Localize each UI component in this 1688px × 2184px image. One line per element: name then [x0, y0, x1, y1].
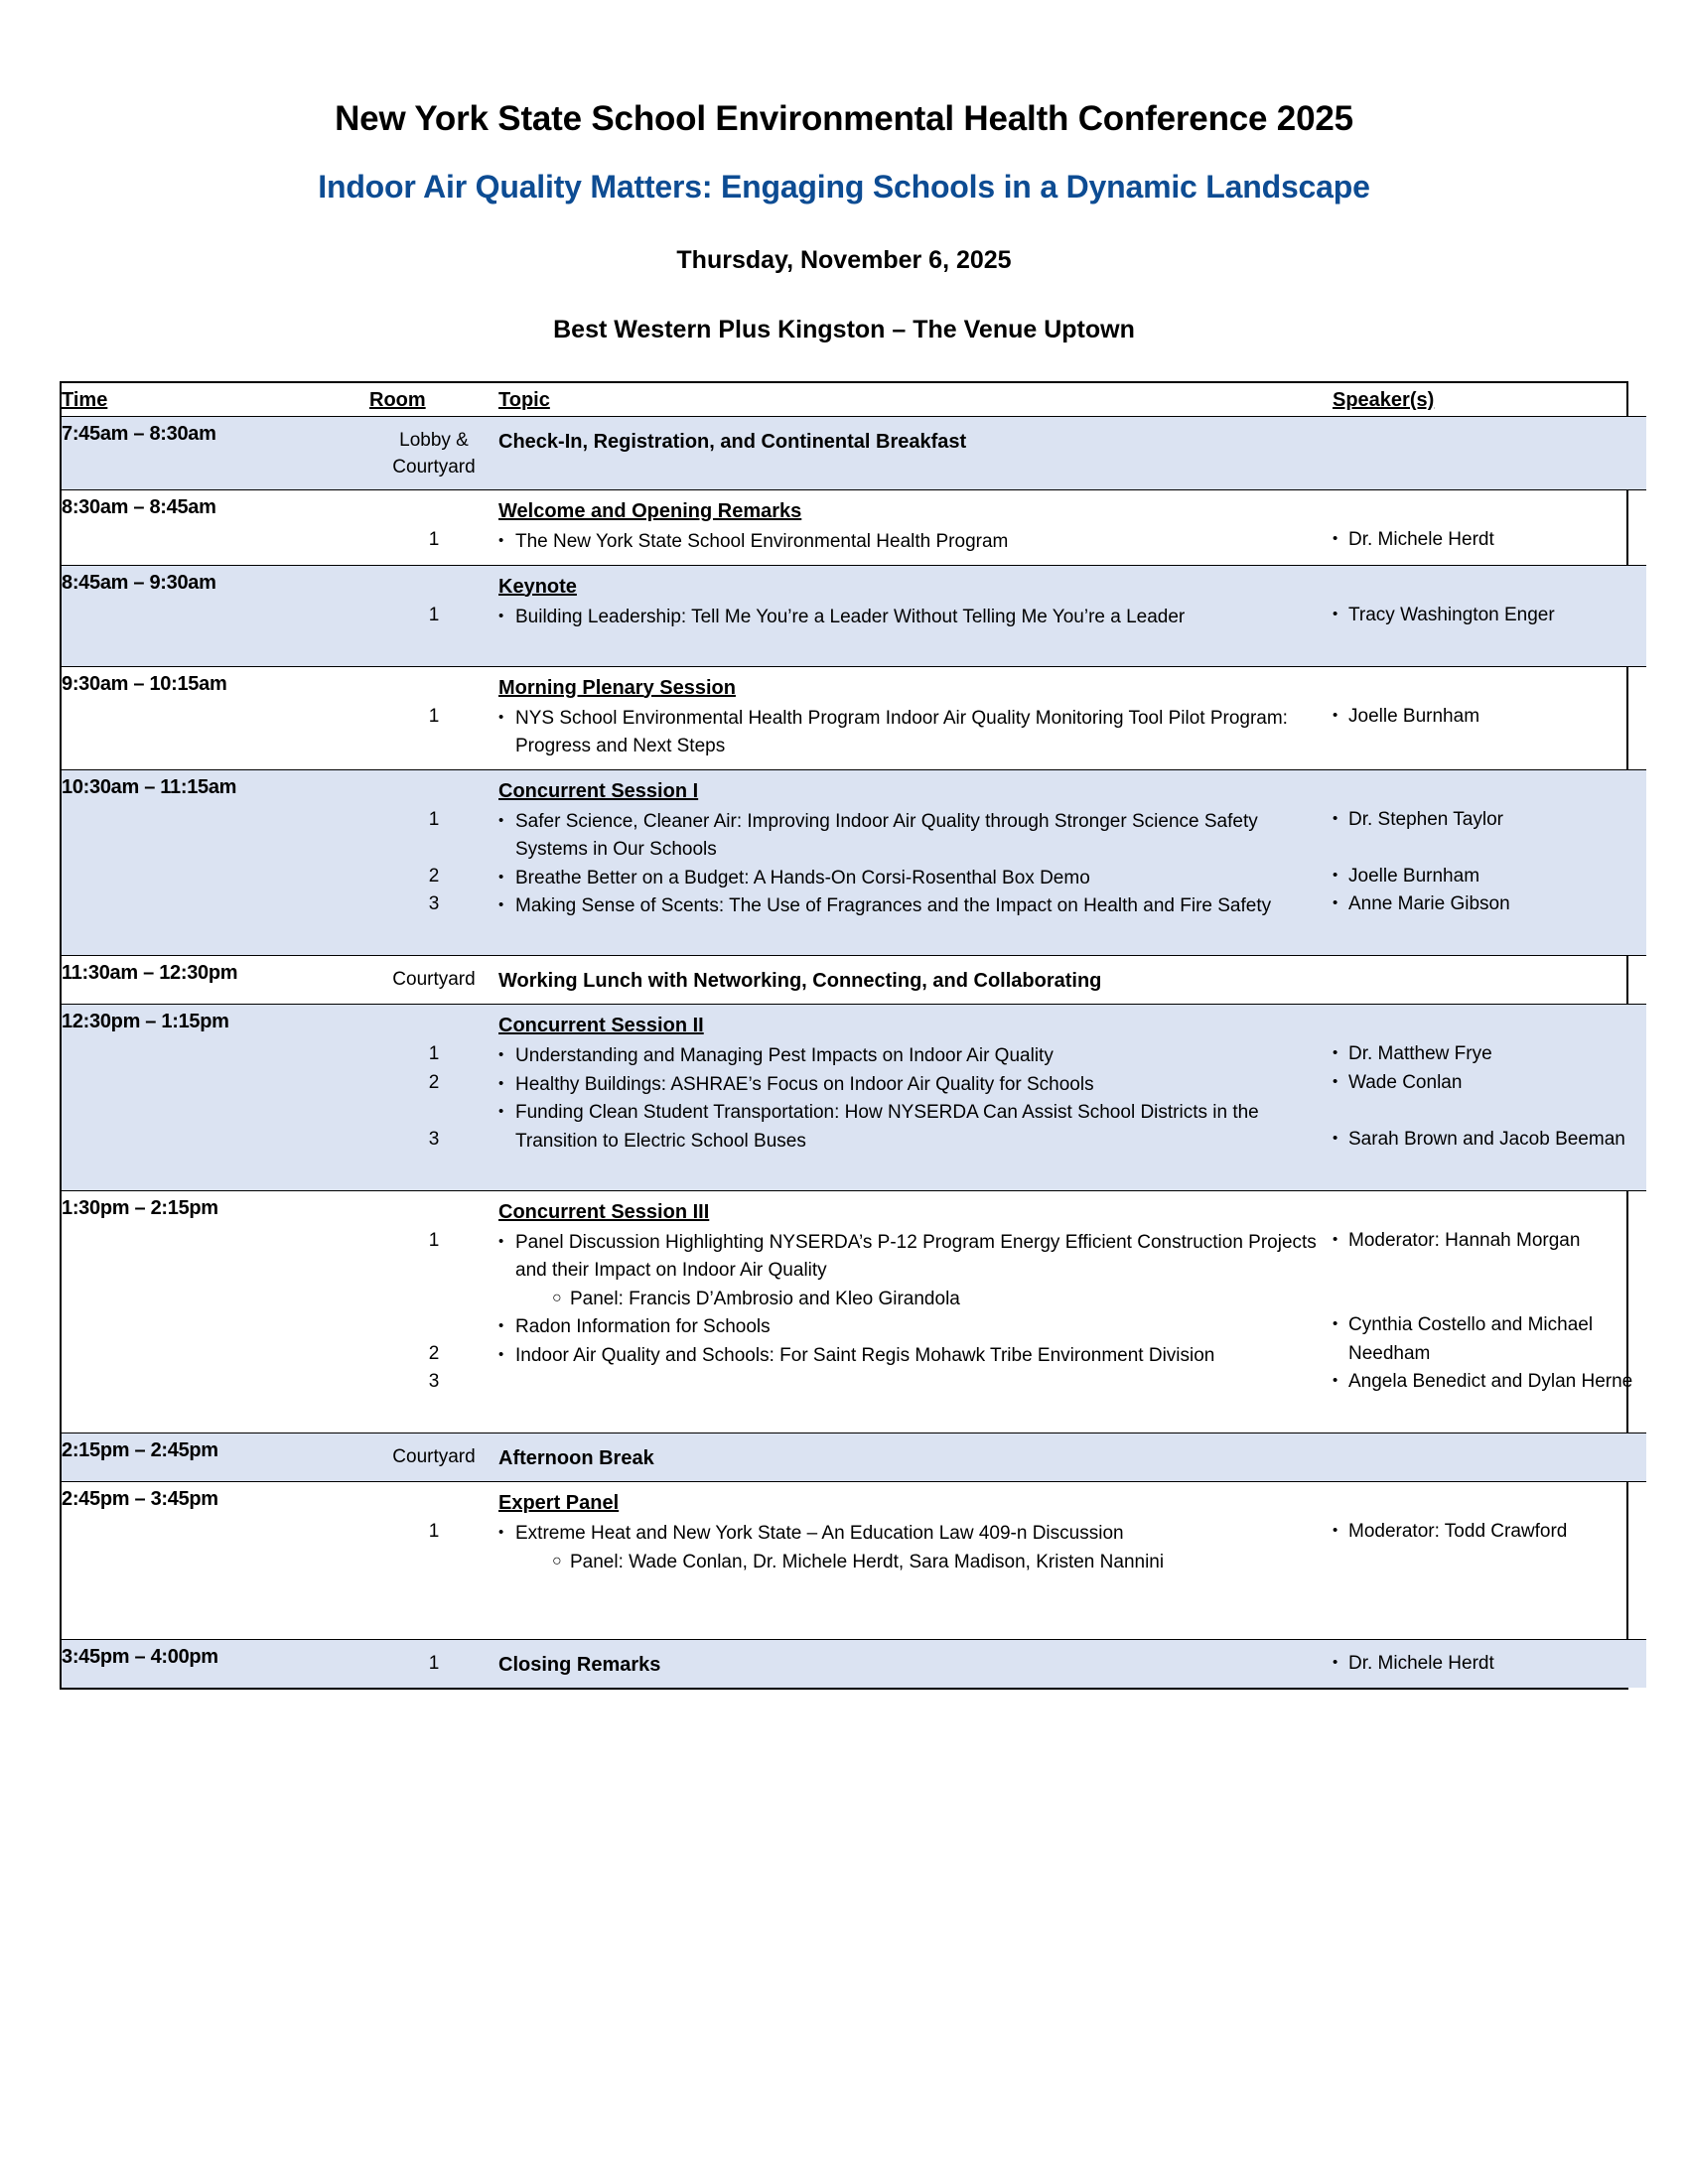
topic-item: [498, 1099, 1333, 1156]
cell-speakers: [1333, 666, 1646, 769]
bullet-icon: •: [1333, 530, 1338, 548]
cell-speakers: [1333, 565, 1646, 666]
topic-item: [498, 1071, 1333, 1100]
speaker-entry: [1333, 602, 1646, 630]
topic-item-text: The New York State School Environmental Health Program: [515, 531, 1009, 553]
cell-speakers: [1333, 1190, 1646, 1433]
room-label: Courtyard: [392, 969, 476, 991]
room-number: 2: [428, 1071, 440, 1093]
room-number: 1: [428, 1043, 440, 1065]
speaker-name: Dr. Matthew Frye: [1348, 1043, 1492, 1065]
speaker-entry: [1333, 1040, 1646, 1069]
cell-time: 1:30pm – 2:15pm: [62, 1190, 369, 1433]
column-header-topic: Topic: [498, 383, 1333, 417]
cell-time: 2:45pm – 3:45pm: [62, 1482, 369, 1640]
topic-heading: Concurrent Session I: [498, 779, 699, 802]
cell-room: [369, 416, 498, 489]
topic-heading: Working Lunch with Networking, Connecting, and Collaborating: [498, 970, 1102, 993]
speaker-name: Sarah Brown and Jacob Beeman: [1348, 1128, 1625, 1150]
topic-subitem: [498, 1286, 1333, 1314]
bullet-icon: •: [1333, 605, 1338, 622]
room-number: 3: [428, 1128, 440, 1150]
topic-item: [498, 604, 1333, 632]
topic-item: [498, 705, 1333, 761]
speaker-name: Anne Marie Gibson: [1348, 893, 1510, 915]
room-number: 2: [428, 1342, 440, 1364]
room-number: 3: [428, 893, 440, 915]
speaker-name: Dr. Michele Herdt: [1348, 529, 1494, 551]
speaker-entry: [1333, 1227, 1646, 1256]
bullet-icon: •: [1333, 706, 1338, 724]
room-number: 2: [428, 865, 440, 887]
table-row: [62, 1005, 1646, 1191]
cell-room: [369, 1190, 498, 1433]
speaker-name: Angela Benedict and Dylan Herne: [1348, 1371, 1633, 1393]
speaker-entry: [1333, 1069, 1646, 1098]
table-row: [62, 490, 1646, 566]
speaker-entry: [1333, 1311, 1646, 1368]
page-title: New York State School Environmental Health Conference 2025: [335, 99, 1353, 138]
table-row: [62, 565, 1646, 666]
cell-speakers: [1333, 1640, 1646, 1689]
table-row: [62, 1190, 1646, 1433]
topic-heading: Morning Plenary Session: [498, 676, 736, 699]
cell-time: 2:15pm – 2:45pm: [62, 1433, 369, 1482]
cell-time: 9:30am – 10:15am: [62, 666, 369, 769]
table-row: [62, 1482, 1646, 1640]
room-number: 1: [428, 705, 440, 727]
bullet-icon: •: [1333, 1654, 1338, 1672]
bullet-icon: •: [1333, 1230, 1338, 1248]
agenda-table-container: [60, 381, 1633, 1690]
topic-item: [498, 1313, 1333, 1342]
room-label: Courtyard: [392, 1446, 476, 1468]
cell-time: 8:45am – 9:30am: [62, 565, 369, 666]
cell-room: [369, 1433, 498, 1482]
topic-item-text: Making Sense of Scents: The Use of Fragrances and the Impact on Health and Fire Safety: [515, 895, 1272, 917]
bullet-icon: •: [1333, 866, 1338, 884]
cell-topic: [498, 1190, 1333, 1433]
topic-item: [498, 1229, 1333, 1286]
speaker-entry: [1333, 1126, 1646, 1155]
cell-speakers: [1333, 1482, 1646, 1640]
topic-heading: Afternoon Break: [498, 1447, 654, 1470]
topic-item-text: Safer Science, Cleaner Air: Improving Indoor Air Quality through Stronger Science Safety Systems in Our Schools: [515, 810, 1258, 861]
bullet-icon: •: [1333, 1315, 1338, 1333]
cell-speakers: [1333, 416, 1646, 489]
cell-speakers: [1333, 490, 1646, 566]
bullet-icon: •: [498, 708, 504, 726]
table-row: [62, 416, 1646, 489]
bullet-icon: •: [498, 868, 504, 886]
cell-time: 3:45pm – 4:00pm: [62, 1640, 369, 1689]
bullet-icon: •: [1333, 1522, 1338, 1540]
table-header-row: [62, 383, 1646, 417]
cell-time: 12:30pm – 1:15pm: [62, 1005, 369, 1191]
column-header-time: Time: [62, 383, 369, 417]
topic-item-text: Breathe Better on a Budget: A Hands-On Corsi-Rosenthal Box Demo: [515, 867, 1090, 888]
bullet-icon: •: [498, 1103, 504, 1121]
speaker-name: Joelle Burnham: [1348, 705, 1480, 727]
cell-room: [369, 769, 498, 956]
speaker-entry: [1333, 806, 1646, 835]
bullet-icon: •: [498, 607, 504, 624]
topic-item-text: Building Leadership: Tell Me You’re a Leader Without Telling Me You’re a Leader: [515, 606, 1186, 627]
cell-topic: [498, 666, 1333, 769]
sub-bullet-icon: ○: [552, 1289, 562, 1306]
speaker-name: Wade Conlan: [1348, 1071, 1463, 1093]
topic-subitem-text: Panel: Francis D’Ambrosio and Kleo Girandola: [570, 1288, 960, 1309]
table-row: [62, 1640, 1646, 1689]
topic-item-text: Indoor Air Quality and Schools: For Saint Regis Mohawk Tribe Environment Division: [515, 1344, 1215, 1366]
cell-topic: [498, 1005, 1333, 1191]
cell-topic: [498, 416, 1333, 489]
topic-heading: Concurrent Session III: [498, 1200, 710, 1223]
cell-time: 11:30am – 12:30pm: [62, 956, 369, 1005]
conference-date: Thursday, November 6, 2025: [676, 246, 1012, 275]
room-number: 1: [428, 1521, 440, 1543]
topic-item: [498, 1342, 1333, 1371]
room-label: 1: [428, 1653, 440, 1675]
topic-item: [498, 528, 1333, 557]
topic-item: [498, 808, 1333, 865]
topic-item: [498, 892, 1333, 921]
topic-item: [498, 1042, 1333, 1071]
topic-item: [498, 865, 1333, 893]
cell-time: 8:30am – 8:45am: [62, 490, 369, 566]
bullet-icon: •: [1333, 894, 1338, 912]
topic-heading: Expert Panel: [498, 1492, 620, 1515]
cell-time: 10:30am – 11:15am: [62, 769, 369, 956]
topic-subitem-text: Panel: Wade Conlan, Dr. Michele Herdt, Sara Madison, Kristen Nannini: [570, 1551, 1165, 1572]
table-row: [62, 769, 1646, 956]
agenda-table-body: [62, 416, 1646, 1688]
bullet-icon: •: [498, 1074, 504, 1092]
cell-time: 7:45am – 8:30am: [62, 416, 369, 489]
room-number: 1: [428, 604, 440, 625]
cell-speakers: [1333, 769, 1646, 956]
cell-topic: [498, 565, 1333, 666]
column-header-speakers: Speaker(s): [1333, 383, 1646, 417]
speaker-entry: [1333, 703, 1646, 732]
room-number: 1: [428, 808, 440, 830]
speaker-entry: [1333, 890, 1646, 919]
bullet-icon: •: [498, 532, 504, 550]
speaker-name: Cynthia Costello and Michael Needham: [1348, 1314, 1594, 1364]
topic-item-text: Understanding and Managing Pest Impacts on Indoor Air Quality: [515, 1045, 1054, 1067]
cell-room: [369, 565, 498, 666]
cell-room: [369, 1640, 498, 1689]
speaker-entry: [1333, 1650, 1646, 1679]
topic-item-text: NYS School Environmental Health Program Indoor Air Quality Monitoring Tool Pilot Program: Progress and Next Steps: [515, 707, 1288, 757]
conference-venue: Best Western Plus Kingston – The Venue Uptown: [553, 316, 1135, 344]
topic-heading: Concurrent Session II: [498, 1015, 704, 1037]
cell-topic: [498, 1433, 1333, 1482]
cell-room: [369, 1482, 498, 1640]
cell-speakers: [1333, 1433, 1646, 1482]
topic-item-text: Radon Information for Schools: [515, 1316, 771, 1338]
speaker-name: Dr. Stephen Taylor: [1348, 808, 1503, 830]
speaker-name: Moderator: Todd Crawford: [1348, 1521, 1568, 1543]
room-label: Lobby & Courtyard: [392, 429, 476, 478]
speaker-name: Tracy Washington Enger: [1348, 604, 1555, 625]
bullet-icon: •: [498, 1345, 504, 1363]
cell-topic: [498, 1482, 1333, 1640]
cell-speakers: [1333, 1005, 1646, 1191]
room-number: 3: [428, 1371, 440, 1393]
speaker-entry: [1333, 526, 1646, 555]
topic-heading: Welcome and Opening Remarks: [498, 500, 802, 523]
cell-room: [369, 490, 498, 566]
cell-speakers: [1333, 956, 1646, 1005]
bullet-icon: •: [498, 1524, 504, 1542]
page-subtitle: Indoor Air Quality Matters: Engaging Schools in a Dynamic Landscape: [318, 169, 1370, 205]
bullet-icon: •: [1333, 1372, 1338, 1390]
sub-bullet-icon: ○: [552, 1552, 562, 1570]
bullet-icon: •: [498, 1232, 504, 1250]
topic-item-text: Healthy Buildings: ASHRAE’s Focus on Indoor Air Quality for Schools: [515, 1073, 1094, 1095]
column-header-room: Room: [369, 383, 498, 417]
speaker-name: Dr. Michele Herdt: [1348, 1653, 1494, 1675]
cell-topic: [498, 956, 1333, 1005]
speaker-entry: [1333, 1368, 1646, 1397]
table-row: [62, 666, 1646, 769]
speaker-entry: [1333, 1518, 1646, 1547]
topic-item-text: Extreme Heat and New York State – An Education Law 409-n Discussion: [515, 1523, 1124, 1545]
bullet-icon: •: [1333, 809, 1338, 827]
bullet-icon: •: [498, 1317, 504, 1335]
bullet-icon: •: [498, 811, 504, 829]
cell-room: [369, 956, 498, 1005]
table-row: [62, 1433, 1646, 1482]
topic-item: [498, 1520, 1333, 1549]
bullet-icon: •: [1333, 1129, 1338, 1147]
speaker-name: Joelle Burnham: [1348, 865, 1480, 887]
bullet-icon: •: [1333, 1044, 1338, 1062]
speaker-entry: [1333, 863, 1646, 891]
room-number: 1: [428, 529, 440, 551]
cell-room: [369, 1005, 498, 1191]
topic-item-text: Funding Clean Student Transportation: How NYSERDA Can Assist School Districts in the Transition to Electric School Buses: [515, 1102, 1259, 1152]
agenda-table: [62, 383, 1646, 1688]
table-row: [62, 956, 1646, 1005]
cell-room: [369, 666, 498, 769]
cell-topic: [498, 1640, 1333, 1689]
cell-topic: [498, 490, 1333, 566]
bullet-icon: •: [498, 896, 504, 914]
speaker-name: Moderator: Hannah Morgan: [1348, 1229, 1581, 1251]
topic-heading: Keynote: [498, 575, 577, 598]
room-number: 1: [428, 1229, 440, 1251]
bullet-icon: •: [1333, 1072, 1338, 1090]
topic-subitem: [498, 1549, 1333, 1577]
cell-topic: [498, 769, 1333, 956]
topic-heading: Check-In, Registration, and Continental Breakfast: [498, 430, 967, 453]
topic-heading: Closing Remarks: [498, 1654, 661, 1677]
topic-item-text: Panel Discussion Highlighting NYSERDA’s P-12 Program Energy Efficient Construction Projects and their Impact on Indoor Air Quality: [515, 1231, 1317, 1282]
bullet-icon: •: [498, 1046, 504, 1064]
